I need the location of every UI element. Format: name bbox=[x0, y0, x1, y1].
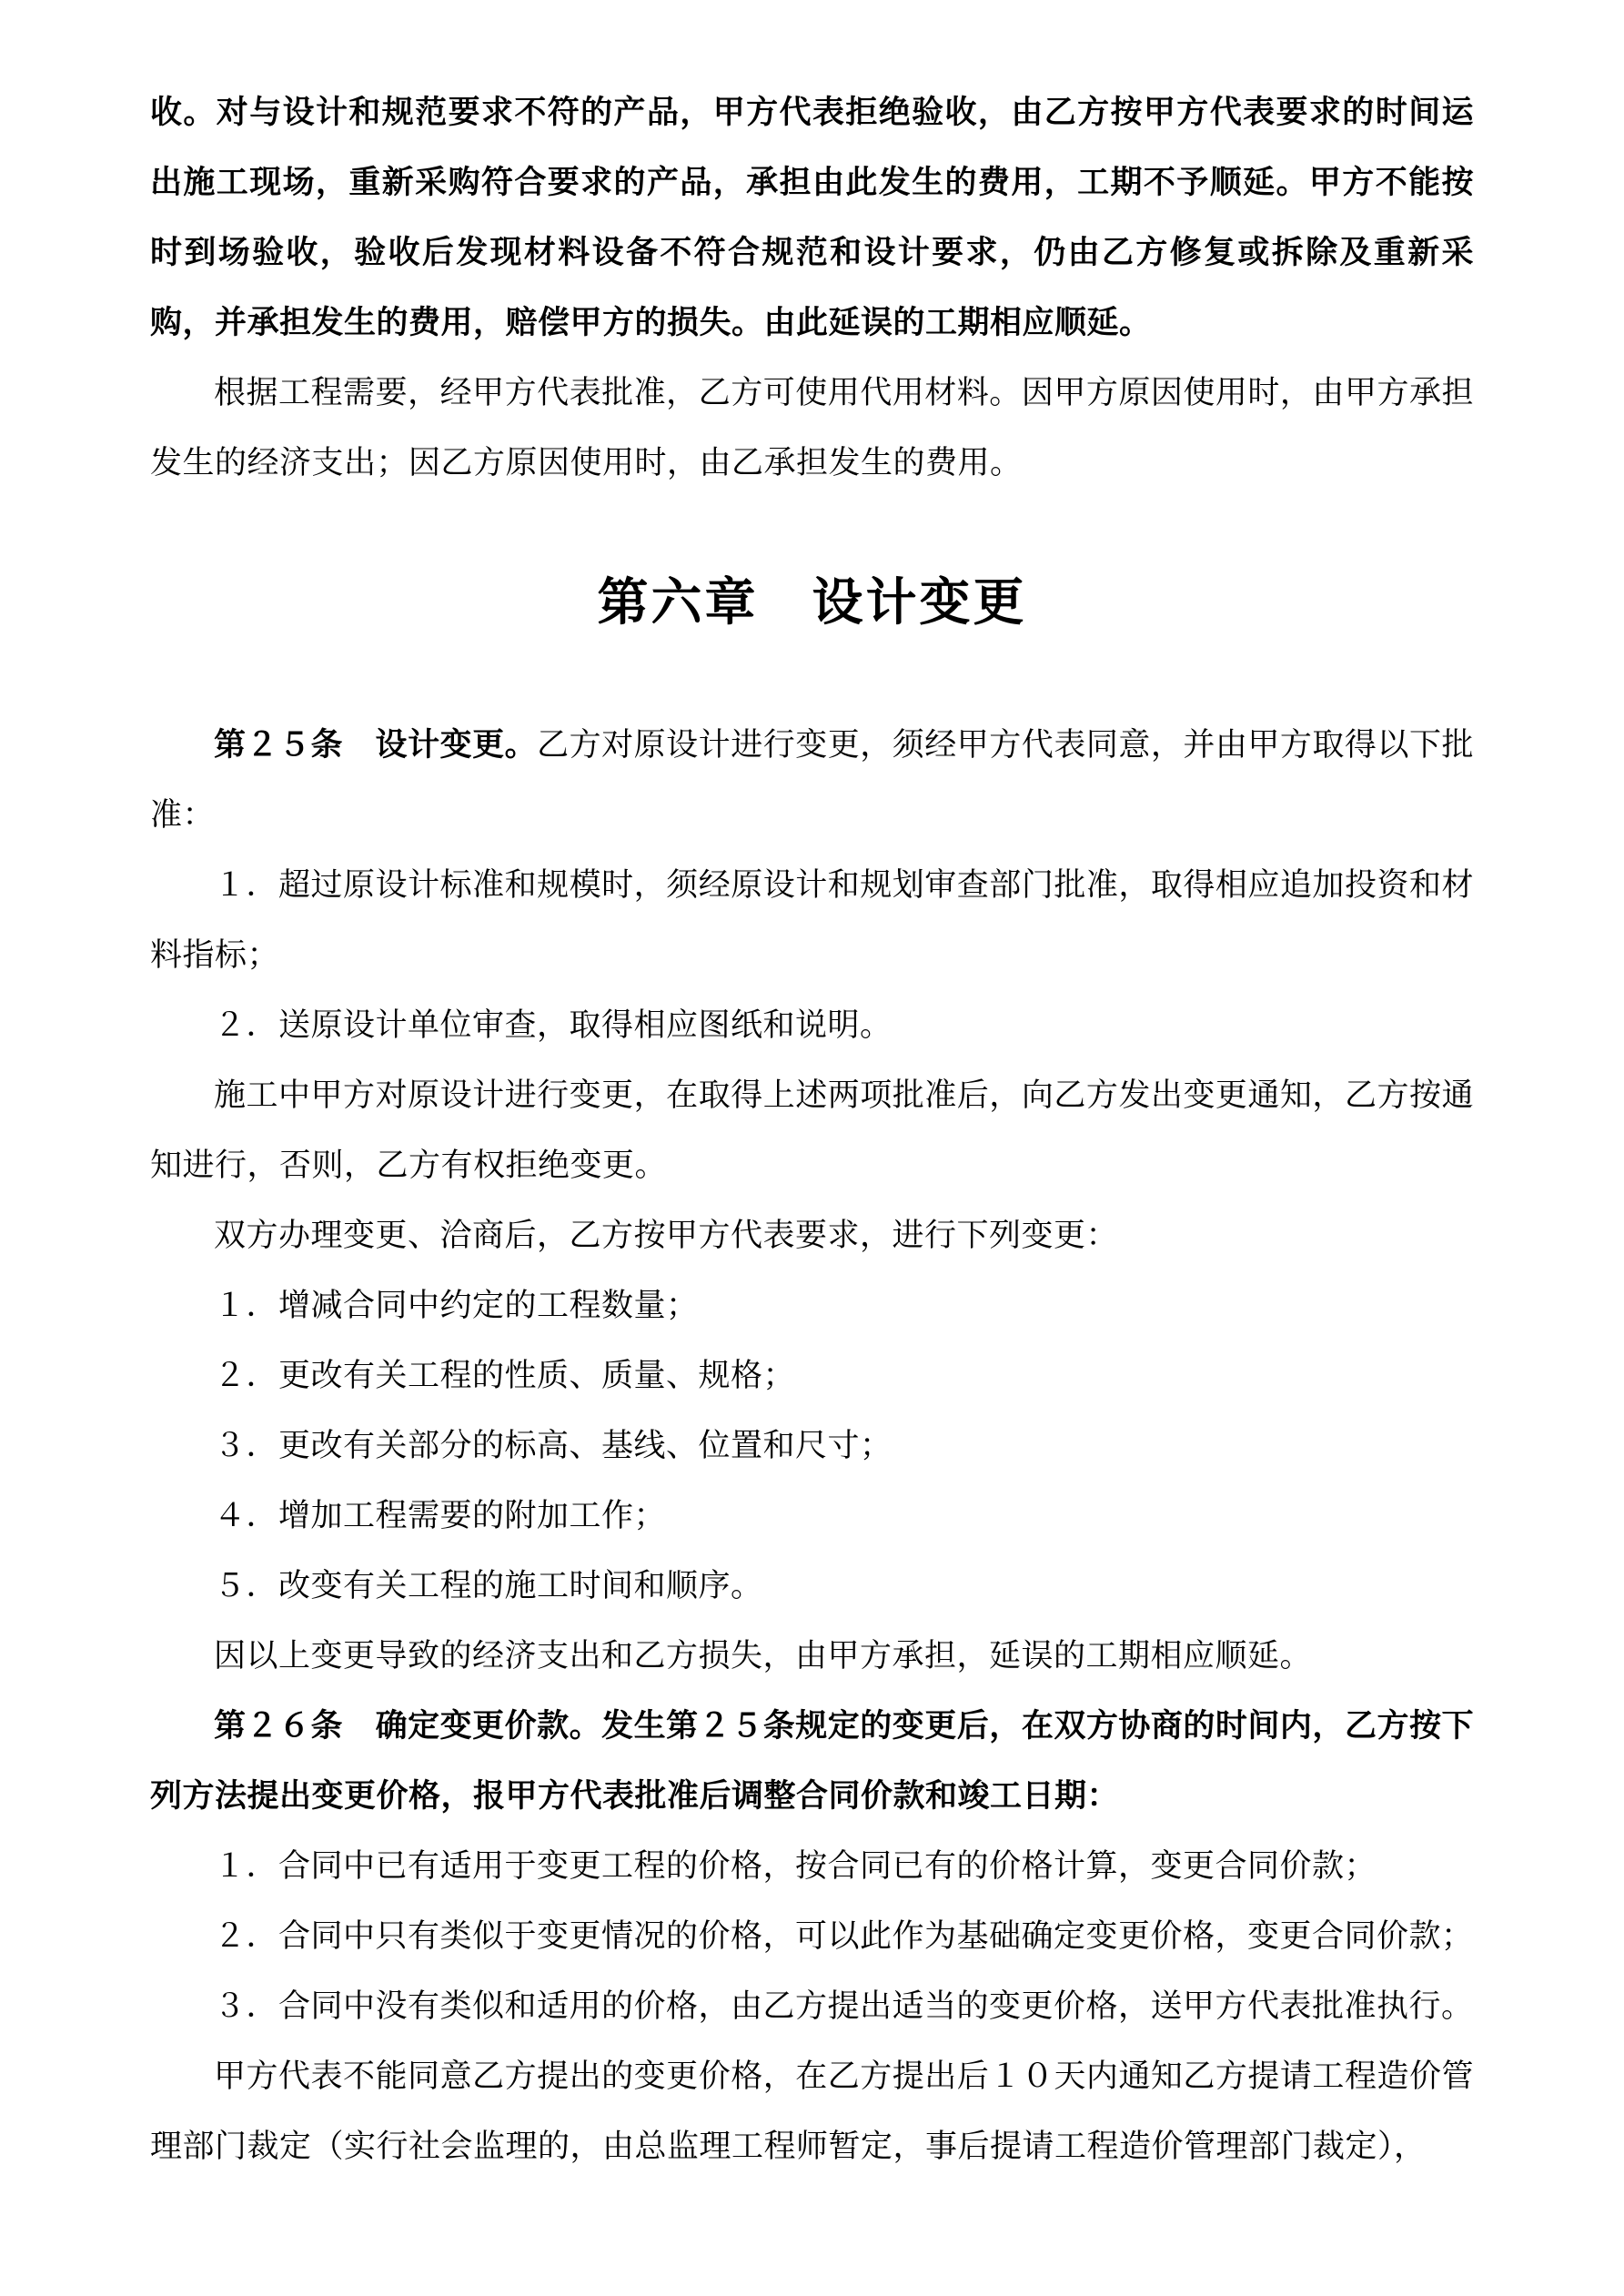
change-item-2: ２．更改有关工程的性质、质量、规格； bbox=[214, 1357, 796, 1393]
price-item-1: １．合同中已有适用于变更工程的价格，按合同已有的价格计算，变更合同价款； bbox=[214, 1847, 1377, 1884]
change-item-3: ３．更改有关部分的标高、基线、位置和尺寸； bbox=[214, 1427, 893, 1463]
chapter-heading: 第六章 设计变更 bbox=[597, 575, 1027, 632]
paragraph-changes-intro: 双方办理变更、洽商后，乙方按甲方代表要求，进行下列变更： bbox=[214, 1217, 1119, 1253]
article-25-body: 乙方对原设计进行变更，须经甲方代表同意，并由甲方取得以下批准： bbox=[150, 726, 1474, 833]
paragraph-change-cost: 因以上变更导致的经济支出和乙方损失，由甲方承担，延误的工期相应顺延。 bbox=[214, 1637, 1313, 1674]
paragraph-substitute-materials: 根据工程需要，经甲方代表批准，乙方可使用代用材料。因甲方原因使用时，由甲方承担发生的经济支出；因乙方原因使用时，由乙承担发生的费用。 bbox=[150, 375, 1474, 480]
paragraph-article-25 bbox=[150, 710, 1474, 850]
paragraph-price-dispute: 甲方代表不能同意乙方提出的变更价格，在乙方提出后１０天内通知乙方提请工程造价管理部门裁定（实行社会监理的，由总监理工程师暂定，事后提请工程造价管理部门裁定）， bbox=[150, 2058, 1474, 2164]
paragraph-change-notice: 施工中甲方对原设计进行变更，在取得上述两项批准后，向乙方发出变更通知，乙方按通知进行，否则，乙方有权拒绝变更。 bbox=[150, 1077, 1474, 1183]
article-25-lead: 第２５条 设计变更。 bbox=[214, 726, 538, 763]
approval-item-2: ２．送原设计单位审查，取得相应图纸和说明。 bbox=[214, 1006, 893, 1043]
paragraph-acceptance-continuation: 收。对与设计和规范要求不符的产品，甲方代表拒绝验收，由乙方按甲方代表要求的时间运出施工现场，重新采购符合要求的产品，承担由此发生的费用，工期不予顺延。甲方不能按时到场验收，验收后发现材料设备不符合规范和设计要求，仍由乙方修复或拆除及重新采购，并承担发生的费用，赔偿甲方的损失。由此延误的工期相应顺延。 bbox=[150, 95, 1474, 340]
paragraph-article-26: 第２６条 确定变更价款。发生第２５条规定的变更后，在双方协商的时间内，乙方按下列方法提出变更价格，报甲方代表批准后调整合同价款和竣工日期： bbox=[150, 1707, 1474, 1814]
change-item-4: ４．增加工程需要的附加工作； bbox=[214, 1497, 667, 1533]
approval-item-1: １．超过原设计标准和规模时，须经原设计和规划审查部门批准，取得相应追加投资和材料指标； bbox=[150, 866, 1474, 973]
change-item-1: １．增减合同中约定的工程数量； bbox=[214, 1287, 699, 1323]
change-item-5: ５．改变有关工程的施工时间和顺序。 bbox=[214, 1567, 763, 1603]
price-item-3: ３．合同中没有类似和适用的价格，由乙方提出适当的变更价格，送甲方代表批准执行。 bbox=[214, 1988, 1474, 2024]
price-item-2: ２．合同中只有类似于变更情况的价格，可以此作为基础确定变更价格，变更合同价款； bbox=[214, 1917, 1474, 1954]
